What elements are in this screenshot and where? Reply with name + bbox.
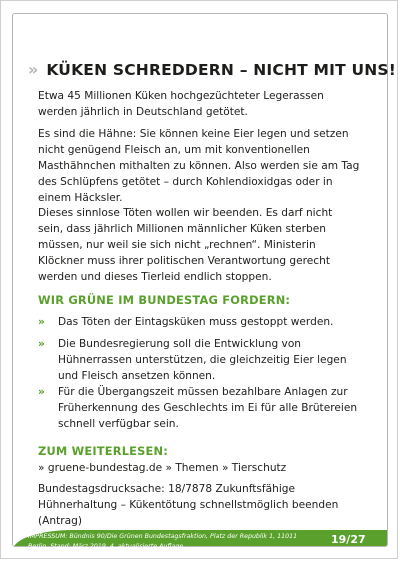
- intro-paragraph: Etwa 45 Millionen Küken hochgezüchteter Legerassen werden jährlich in Deutschland getötet.: [38, 90, 324, 118]
- list-item: [38, 314, 360, 330]
- demand-text: Die Bundesregierung soll die Entwicklung von Hühnerrassen unterstützen, die gleichzeitig Eier legen und Fleisch ansetzen können.: [58, 338, 347, 382]
- further-reading-heading: ZUM WEITERLESEN:: [38, 444, 169, 458]
- headline: [28, 60, 396, 79]
- demand-text: Das Töten der Eintagsküken muss gestoppt werden.: [58, 316, 334, 328]
- double-chevron-icon: »: [28, 60, 37, 79]
- demand-text: Für die Übergangszeit müssen bezahlbare Anlagen zur Früherkennung des Geschlechts im Ei für alle Brütereien schnell verfügbar sein.: [58, 386, 358, 430]
- demands-heading: WIR GRÜNE IM BUNDESTAG FORDERN:: [38, 293, 291, 307]
- list-item: [38, 336, 360, 384]
- list-item: [38, 384, 360, 432]
- page-number: 19/27: [331, 533, 366, 546]
- bullet-chevron-icon: »: [38, 386, 45, 398]
- further-reading-link[interactable]: » gruene-bundestag.de » Themen » Tierschutz: [38, 462, 287, 474]
- page-title: KÜKEN SCHREDDERN – NICHT MIT UNS!: [46, 60, 397, 79]
- bundestag-document-reference: Bundestagsdrucksache: 18/7878 Zukunftsfähige Hühnerhaltung – Kükentötung schnellstmöglich beenden (Antrag): [38, 483, 339, 527]
- end-killing-paragraph: Dieses sinnlose Töten wollen wir beenden. Es darf nicht sein, dass jährlich Millionen männlicher Küken sterben müssen, nur weil sie sich nicht „rechnen“. Ministerin Klöckner muss ihrer politischen Verantwortung gerecht werden und dieses Tierleid endlich stoppen.: [38, 207, 333, 283]
- imprint: IMPRESSUM: Bündnis 90/Die Grünen Bundestagsfraktion, Platz der Republik 1, 11011 Berlin, Stand: März 2019, 4. aktualisierte Auflage: [28, 533, 298, 550]
- bullet-chevron-icon: »: [38, 316, 45, 328]
- roosters-paragraph: Es sind die Hähne: Sie können keine Eier legen und setzen nicht genügend Fleisch an, um mit konventionellen Masthähnchen mithalten zu können. Also werden sie am Tag des Schlüpfens getötet – durch Kohlendioxidgas oder in einem Häcksler.: [38, 128, 360, 204]
- bullet-chevron-icon: »: [38, 338, 45, 350]
